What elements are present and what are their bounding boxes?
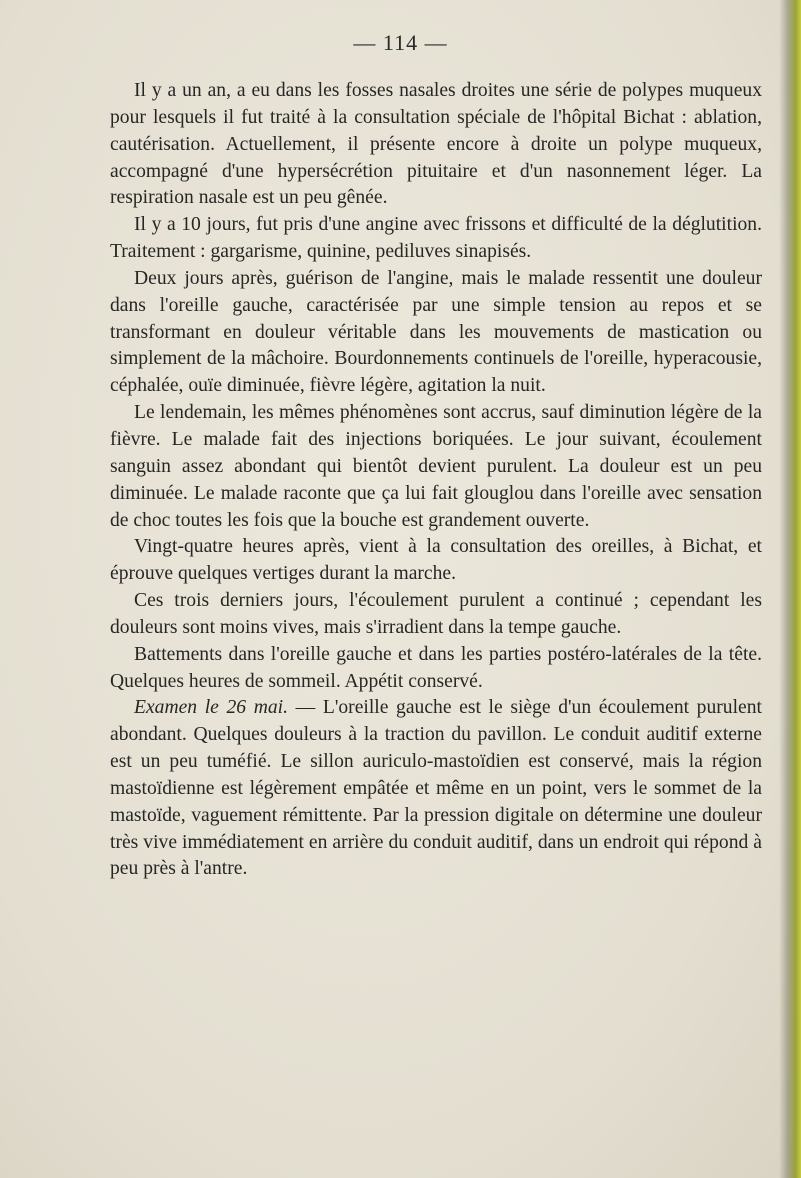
paragraph-battements: Battements dans l'oreille gauche et dans les parties postéro-latérales de la tête. Quelques heures de sommeil. Appétit conservé. — [110, 643, 762, 692]
body-text — [110, 78, 762, 883]
page-binding-edge — [779, 0, 801, 1178]
paragraph-angine: Il y a 10 jours, fut pris d'une angine avec frissons et difficulté de la déglutition. Traitement : gargarisme, quinine, pediluves sinapisés. — [110, 214, 762, 263]
paragraph-examen — [110, 695, 762, 883]
examen-date-lead: Examen le 26 mai. — [134, 697, 289, 719]
page-number: — 114 — — [353, 30, 448, 55]
examen-text: — L'oreille gauche est le siège d'un écoulement purulent abondant. Quelques douleurs à la traction du pavillon. Le conduit auditif externe est un peu tuméfié. Le sillon auriculo-mastoïdien est conservé, mais la région mastoïdienne est légèrement empâtée et même en un point, vers le sommet de la mastoïde, vaguement rémittente. Par la pression digitale on détermine une douleur très vive immédiatement en arrière du conduit auditif, dans un endroit qui répond à peu près à l'antre. — [110, 697, 762, 880]
paragraph-polypes: Il y a un an, a eu dans les fosses nasales droites une série de polypes muqueux pour lesquels il fut traité à la consultation spéciale de l'hôpital Bichat : ablation, cautérisation. Actuellement, il présente encore à droite un polype muqueux, accompagné d'une hypersécrétion pituitaire et d'un nasonnement léger. La respiration nasale est un peu gênée. — [110, 80, 762, 209]
paragraph-consultation: Vingt-quatre heures après, vient à la consultation des oreilles, à Bichat, et éprouve quelques vertiges durant la marche. — [110, 536, 762, 585]
paragraph-lendemain: Le lendemain, les mêmes phénomènes sont accrus, sauf diminution légère de la fièvre. Le malade fait des injections boriquées. Le jour suivant, écoulement sanguin assez abondant qui bientôt devient purulent. La douleur est un peu diminuée. Le malade raconte que ça lui fait glouglou dans l'oreille avec sensation de choc toutes les fois que la bouche est grandement ouverte. — [110, 402, 762, 531]
paragraph-trois-jours: Ces trois derniers jours, l'écoulement purulent a continué ; cependant les douleurs sont moins vives, mais s'irradient dans la tempe gauche. — [110, 590, 762, 638]
paragraph-douleur-oreille: Deux jours après, guérison de l'angine, mais le malade ressentit une douleur dans l'oreille gauche, caractérisée par une simple tension au repos et se transformant en douleur véritable dans les mouvements de mastication ou simplement de la mâchoire. Bourdonnements continuels de l'oreille, hyperacousie, céphalée, ouïe diminuée, fièvre légère, agitation la nuit. — [110, 267, 762, 397]
